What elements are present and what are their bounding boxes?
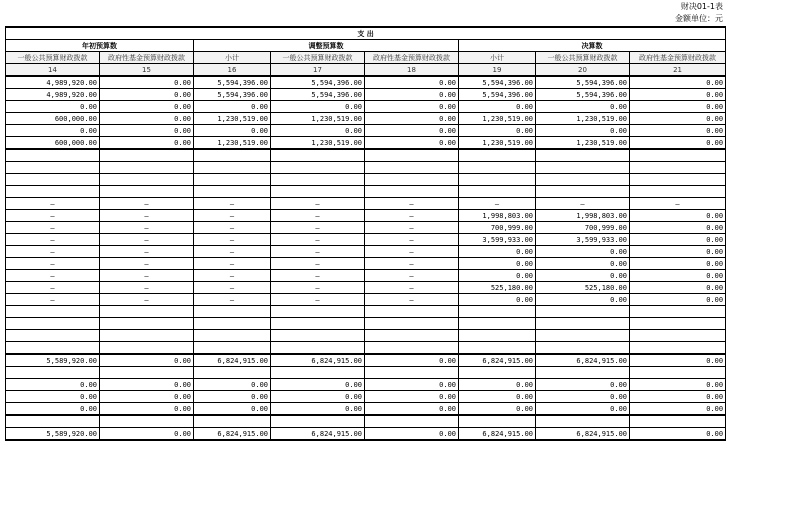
table-cell — [271, 342, 365, 355]
table-cell: 0.00 — [365, 125, 459, 137]
table-row — [6, 415, 726, 428]
table-cell: 0.00 — [100, 391, 194, 403]
table-cell — [365, 186, 459, 198]
table-cell: 1,230,519.00 — [459, 113, 536, 125]
column-header-19: 小计 — [459, 52, 536, 64]
table-row — [6, 210, 726, 222]
table-cell: 0.00 — [630, 76, 726, 89]
column-index: 16 — [194, 64, 271, 77]
table-cell: 0.00 — [271, 101, 365, 113]
table-cell — [365, 306, 459, 318]
table-cell: — — [100, 282, 194, 294]
table-cell: 0.00 — [536, 270, 630, 282]
form-code: 财决01-1表 — [680, 2, 723, 11]
table-cell: — — [365, 210, 459, 222]
table-row — [6, 391, 726, 403]
unit-label: 金额单位：元 — [675, 14, 723, 23]
table-cell — [100, 186, 194, 198]
column-header-14: 一般公共预算财政拨款 — [6, 52, 100, 64]
table-cell: 5,594,396.00 — [271, 89, 365, 101]
table-cell — [194, 162, 271, 174]
table-cell: — — [365, 282, 459, 294]
table-cell — [536, 342, 630, 355]
table-row — [6, 294, 726, 306]
table-cell — [6, 415, 100, 428]
table-cell: 0.00 — [6, 101, 100, 113]
table-row — [6, 137, 726, 150]
table-cell — [365, 330, 459, 342]
table-cell: 0.00 — [6, 403, 100, 416]
table-cell: — — [365, 222, 459, 234]
table-cell: — — [194, 234, 271, 246]
table-cell: — — [100, 198, 194, 210]
table-cell: 0.00 — [100, 125, 194, 137]
table-cell — [6, 342, 100, 355]
table-cell: 5,594,396.00 — [536, 89, 630, 101]
table-row — [6, 222, 726, 234]
table-cell: — — [6, 294, 100, 306]
table-cell: — — [271, 210, 365, 222]
table-cell — [365, 318, 459, 330]
table-cell: 5,594,396.00 — [194, 89, 271, 101]
table-cell: 0.00 — [100, 379, 194, 391]
table-cell — [630, 367, 726, 379]
table-cell: 0.00 — [536, 391, 630, 403]
table-cell: 1,230,519.00 — [536, 113, 630, 125]
table-cell — [271, 330, 365, 342]
table-cell: 1,998,803.00 — [459, 210, 536, 222]
table-cell: 0.00 — [630, 210, 726, 222]
table-cell: 0.00 — [365, 89, 459, 101]
table-cell: — — [271, 258, 365, 270]
table-cell — [459, 318, 536, 330]
table-cell: 0.00 — [459, 379, 536, 391]
table-cell: — — [365, 294, 459, 306]
table-cell — [271, 415, 365, 428]
table-cell: 525,180.00 — [459, 282, 536, 294]
table-cell: — — [365, 234, 459, 246]
table-row — [6, 101, 726, 113]
table-cell — [6, 162, 100, 174]
table-cell — [271, 174, 365, 186]
column-index: 21 — [630, 64, 726, 77]
table-cell: 0.00 — [6, 379, 100, 391]
table-cell — [459, 162, 536, 174]
table-cell: — — [6, 246, 100, 258]
table-cell: 0.00 — [100, 354, 194, 367]
table-cell — [536, 162, 630, 174]
table-cell — [630, 306, 726, 318]
table-cell: 0.00 — [630, 246, 726, 258]
column-index: 18 — [365, 64, 459, 77]
table-row — [6, 234, 726, 246]
table-cell: 0.00 — [630, 270, 726, 282]
table-cell: 1,230,519.00 — [271, 113, 365, 125]
table-cell: 0.00 — [6, 125, 100, 137]
table-cell: — — [6, 210, 100, 222]
table-cell: — — [536, 198, 630, 210]
table-row — [6, 330, 726, 342]
table-row — [6, 428, 726, 441]
table-cell: — — [100, 210, 194, 222]
table-row — [6, 76, 726, 89]
table-cell — [271, 318, 365, 330]
column-header-20: 一般公共预算财政拨款 — [536, 52, 630, 64]
table-cell: 0.00 — [365, 379, 459, 391]
table-cell — [100, 318, 194, 330]
column-index: 14 — [6, 64, 100, 77]
table-cell — [459, 342, 536, 355]
table-cell: 1,230,519.00 — [271, 137, 365, 150]
table-cell: 0.00 — [536, 101, 630, 113]
table-cell — [536, 306, 630, 318]
table-cell: 0.00 — [630, 258, 726, 270]
table-cell: — — [100, 258, 194, 270]
table-cell: 0.00 — [6, 391, 100, 403]
table-cell: 0.00 — [194, 391, 271, 403]
column-header-18: 政府性基金预算财政拨款 — [365, 52, 459, 64]
column-header-16: 小计 — [194, 52, 271, 64]
table-cell: 0.00 — [630, 113, 726, 125]
table-cell: — — [194, 246, 271, 258]
group-header-final: 决算数 — [459, 40, 726, 52]
table-cell — [365, 162, 459, 174]
table-cell: 5,594,396.00 — [459, 89, 536, 101]
table-cell: — — [365, 246, 459, 258]
table-row — [6, 367, 726, 379]
table-cell: — — [271, 222, 365, 234]
table-row — [6, 186, 726, 198]
table-cell: 0.00 — [271, 125, 365, 137]
column-index: 20 — [536, 64, 630, 77]
table-cell — [271, 186, 365, 198]
table-cell: 5,589,920.00 — [6, 354, 100, 367]
table-cell — [194, 318, 271, 330]
table-cell: 0.00 — [630, 379, 726, 391]
table-cell: 0.00 — [271, 391, 365, 403]
table-cell: — — [194, 258, 271, 270]
table-cell: 0.00 — [459, 258, 536, 270]
table-cell: — — [6, 198, 100, 210]
table-cell — [6, 174, 100, 186]
table-cell — [630, 342, 726, 355]
table-cell — [194, 174, 271, 186]
table-cell: 0.00 — [100, 101, 194, 113]
table-cell — [100, 367, 194, 379]
column-header-17: 一般公共预算财政拨款 — [271, 52, 365, 64]
table-cell: 0.00 — [630, 125, 726, 137]
table-cell: 0.00 — [536, 125, 630, 137]
table-cell — [194, 186, 271, 198]
table-cell — [459, 415, 536, 428]
table-cell: — — [100, 294, 194, 306]
table-cell: — — [630, 198, 726, 210]
table-cell — [536, 415, 630, 428]
table-row — [6, 282, 726, 294]
table-cell: 0.00 — [100, 76, 194, 89]
table-cell — [271, 149, 365, 162]
table-row — [6, 270, 726, 282]
table-cell: 0.00 — [365, 403, 459, 416]
table-cell: — — [194, 222, 271, 234]
table-row — [6, 403, 726, 416]
table-cell: 0.00 — [536, 294, 630, 306]
table-cell — [630, 174, 726, 186]
table-cell: — — [6, 282, 100, 294]
column-index: 19 — [459, 64, 536, 77]
table-cell — [6, 318, 100, 330]
table-cell: 0.00 — [194, 101, 271, 113]
table-cell: 6,824,915.00 — [459, 354, 536, 367]
table-cell: 6,824,915.00 — [271, 354, 365, 367]
table-cell — [194, 306, 271, 318]
table-cell — [271, 162, 365, 174]
table-cell: 0.00 — [630, 222, 726, 234]
table-cell: 1,230,519.00 — [194, 113, 271, 125]
column-index: 17 — [271, 64, 365, 77]
table-cell: — — [100, 234, 194, 246]
budget-table — [5, 26, 726, 441]
table-cell: 0.00 — [365, 76, 459, 89]
table-cell — [100, 330, 194, 342]
table-cell: 0.00 — [100, 113, 194, 125]
table-cell: 600,000.00 — [6, 137, 100, 150]
table-cell: 0.00 — [459, 125, 536, 137]
table-cell — [6, 330, 100, 342]
table-cell: 0.00 — [536, 379, 630, 391]
table-cell: 0.00 — [271, 403, 365, 416]
table-cell: 0.00 — [630, 137, 726, 150]
table-cell — [100, 342, 194, 355]
table-cell: — — [271, 294, 365, 306]
table-cell: — — [194, 270, 271, 282]
table-cell — [536, 318, 630, 330]
table-row — [6, 354, 726, 367]
table-cell — [459, 174, 536, 186]
table-cell — [536, 174, 630, 186]
table-cell: — — [6, 234, 100, 246]
table-cell — [459, 149, 536, 162]
table-cell — [536, 149, 630, 162]
table-cell — [365, 174, 459, 186]
table-cell: 6,824,915.00 — [194, 428, 271, 441]
table-cell: — — [459, 198, 536, 210]
table-cell: 0.00 — [100, 89, 194, 101]
table-cell: 0.00 — [630, 89, 726, 101]
table-cell: 0.00 — [100, 137, 194, 150]
table-cell — [6, 149, 100, 162]
table-cell: 600,000.00 — [6, 113, 100, 125]
table-cell — [365, 415, 459, 428]
table-cell: — — [100, 222, 194, 234]
table-cell: 5,589,920.00 — [6, 428, 100, 441]
column-header-21: 政府性基金预算财政拨款 — [630, 52, 726, 64]
table-cell: 6,824,915.00 — [194, 354, 271, 367]
table-cell — [630, 149, 726, 162]
table-row — [6, 174, 726, 186]
table-row — [6, 258, 726, 270]
table-cell: 525,180.00 — [536, 282, 630, 294]
table-row — [6, 246, 726, 258]
table-cell: 0.00 — [271, 379, 365, 391]
table-cell: 0.00 — [365, 101, 459, 113]
table-cell: 0.00 — [194, 125, 271, 137]
table-row — [6, 162, 726, 174]
table-cell: 6,824,915.00 — [536, 354, 630, 367]
table-cell: — — [6, 222, 100, 234]
table-cell: — — [271, 198, 365, 210]
table-cell: 0.00 — [630, 391, 726, 403]
table-cell — [100, 149, 194, 162]
table-cell: 0.00 — [100, 428, 194, 441]
table-cell — [459, 306, 536, 318]
table-row — [6, 149, 726, 162]
table-cell — [630, 186, 726, 198]
table-cell — [100, 306, 194, 318]
table-cell: 0.00 — [459, 391, 536, 403]
table-cell: 0.00 — [536, 403, 630, 416]
table-cell: 5,594,396.00 — [459, 76, 536, 89]
table-cell — [194, 367, 271, 379]
table-cell — [194, 330, 271, 342]
table-row — [6, 318, 726, 330]
table-cell: — — [271, 282, 365, 294]
table-cell: — — [271, 234, 365, 246]
table-cell: 3,599,933.00 — [536, 234, 630, 246]
table-cell — [194, 149, 271, 162]
table-cell: 1,998,803.00 — [536, 210, 630, 222]
table-cell: — — [365, 198, 459, 210]
table-cell: — — [365, 270, 459, 282]
table-cell: 0.00 — [459, 403, 536, 416]
table-cell: 4,989,920.00 — [6, 76, 100, 89]
table-cell: 0.00 — [630, 294, 726, 306]
table-cell: 0.00 — [459, 270, 536, 282]
expenditure-header: 支 出 — [6, 27, 726, 40]
table-cell — [100, 162, 194, 174]
table-cell — [6, 306, 100, 318]
table-cell: — — [194, 282, 271, 294]
table-row — [6, 198, 726, 210]
table-cell — [100, 415, 194, 428]
table-cell — [365, 367, 459, 379]
table-cell: 0.00 — [459, 101, 536, 113]
table-cell — [6, 367, 100, 379]
table-cell: 700,999.00 — [459, 222, 536, 234]
table-cell: 1,230,519.00 — [536, 137, 630, 150]
table-cell: 1,230,519.00 — [194, 137, 271, 150]
table-cell: 0.00 — [194, 403, 271, 416]
table-cell — [459, 330, 536, 342]
column-header-15: 政府性基金预算财政拨款 — [100, 52, 194, 64]
table-cell — [630, 162, 726, 174]
table-cell: 700,999.00 — [536, 222, 630, 234]
table-cell: 0.00 — [365, 391, 459, 403]
table-cell: — — [194, 198, 271, 210]
table-cell — [536, 186, 630, 198]
table-cell — [630, 415, 726, 428]
group-header-initial: 年初预算数 — [6, 40, 194, 52]
table-cell: 0.00 — [365, 113, 459, 125]
table-row — [6, 89, 726, 101]
table-cell: — — [194, 294, 271, 306]
table-cell: — — [365, 258, 459, 270]
table-cell: 0.00 — [100, 403, 194, 416]
table-cell: 0.00 — [630, 354, 726, 367]
table-cell: — — [194, 210, 271, 222]
table-cell — [365, 149, 459, 162]
table-cell: 0.00 — [459, 294, 536, 306]
table-row — [6, 306, 726, 318]
table-cell — [365, 342, 459, 355]
table-cell — [194, 342, 271, 355]
table-cell — [459, 367, 536, 379]
table-cell — [459, 186, 536, 198]
table-cell: — — [100, 270, 194, 282]
table-cell — [630, 330, 726, 342]
table-cell: 0.00 — [365, 137, 459, 150]
table-cell: 6,824,915.00 — [271, 428, 365, 441]
table-cell: 5,594,396.00 — [271, 76, 365, 89]
table-cell: 0.00 — [630, 234, 726, 246]
table-row — [6, 342, 726, 355]
table-cell: 5,594,396.00 — [536, 76, 630, 89]
table-cell: 0.00 — [630, 101, 726, 113]
table-cell: 0.00 — [365, 428, 459, 441]
table-cell — [6, 186, 100, 198]
table-row — [6, 113, 726, 125]
table-cell: 0.00 — [630, 428, 726, 441]
table-cell — [536, 330, 630, 342]
table-cell — [536, 367, 630, 379]
table-cell: 0.00 — [536, 246, 630, 258]
table-cell: — — [6, 258, 100, 270]
table-cell: — — [271, 246, 365, 258]
table-cell — [100, 174, 194, 186]
table-row — [6, 125, 726, 137]
table-row — [6, 379, 726, 391]
table-cell: — — [100, 246, 194, 258]
table-cell: 1,230,519.00 — [459, 137, 536, 150]
table-cell: 5,594,396.00 — [194, 76, 271, 89]
table-cell — [630, 318, 726, 330]
table-cell: 6,824,915.00 — [536, 428, 630, 441]
table-cell: 0.00 — [536, 258, 630, 270]
column-index: 15 — [100, 64, 194, 77]
table-cell: 0.00 — [459, 246, 536, 258]
table-cell — [271, 367, 365, 379]
group-header-adjusted: 调整预算数 — [194, 40, 459, 52]
table-cell — [194, 415, 271, 428]
table-cell: — — [271, 270, 365, 282]
table-cell: 0.00 — [365, 354, 459, 367]
table-cell: 3,599,933.00 — [459, 234, 536, 246]
table-cell: 6,824,915.00 — [459, 428, 536, 441]
table-cell: — — [6, 270, 100, 282]
table-cell: 4,989,920.00 — [6, 89, 100, 101]
table-cell: 0.00 — [630, 403, 726, 416]
table-cell — [271, 306, 365, 318]
table-cell: 0.00 — [194, 379, 271, 391]
table-cell: 0.00 — [630, 282, 726, 294]
